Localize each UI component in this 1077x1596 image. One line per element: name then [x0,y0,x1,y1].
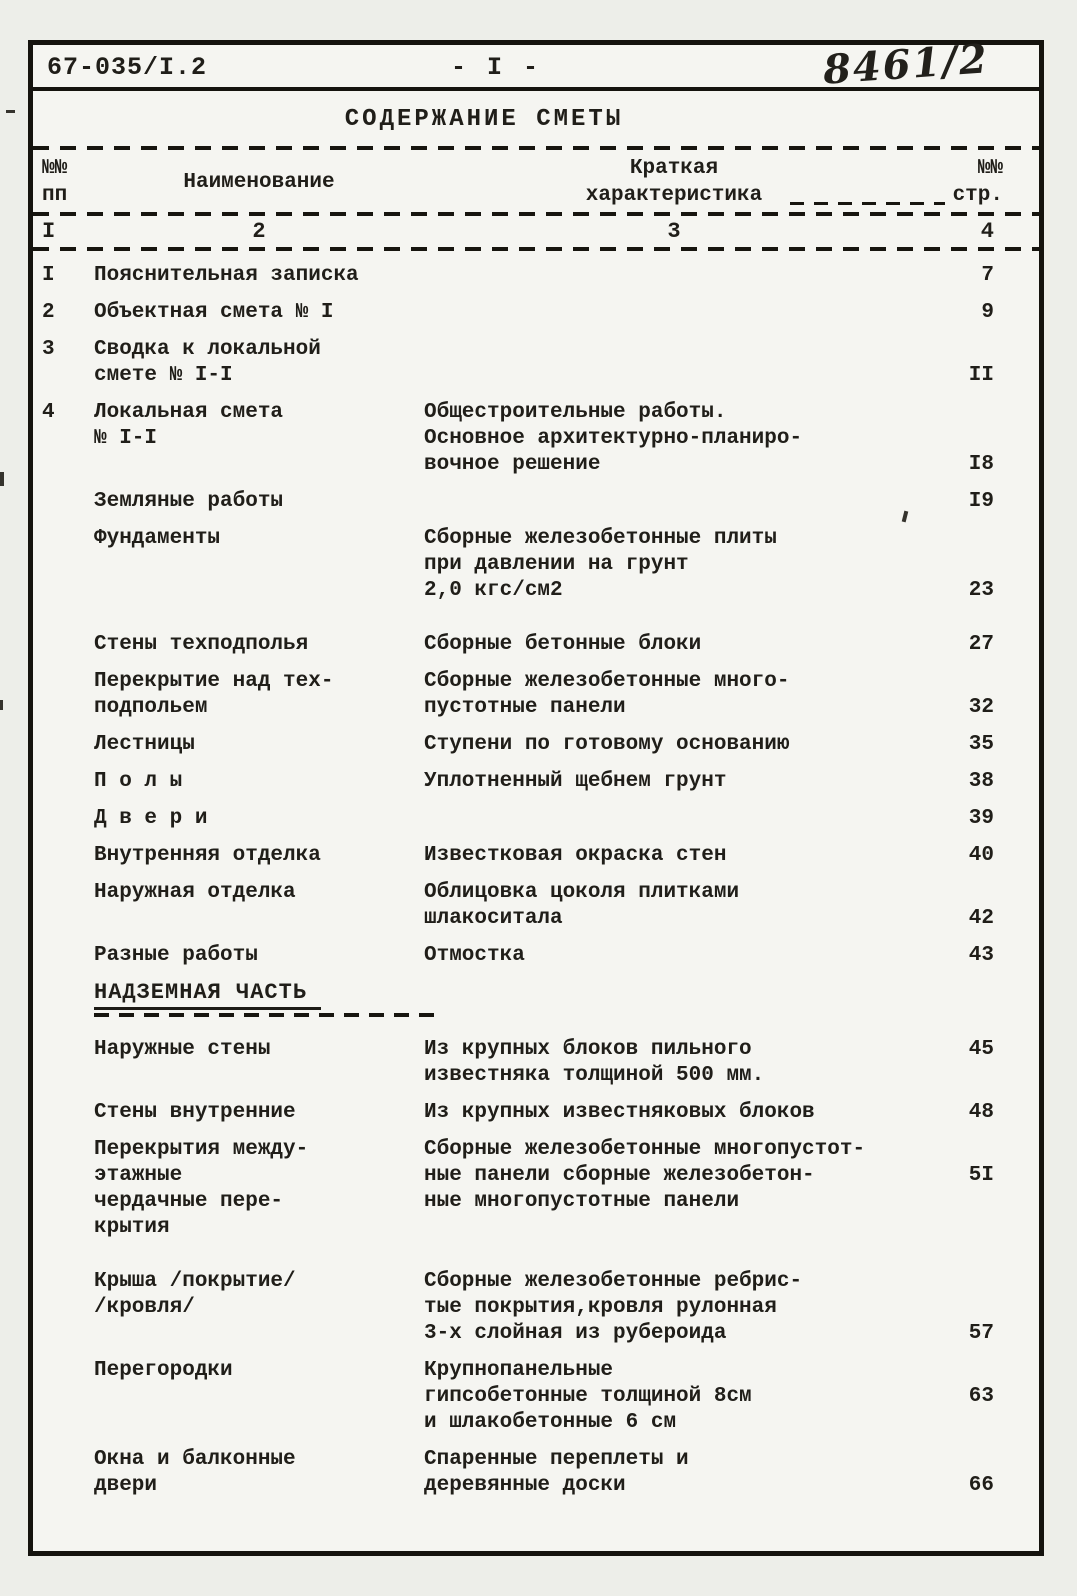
scan-speck [6,110,15,113]
table-row [33,943,1039,969]
document-title: СОДЕРЖАНИЕ СМЕТЫ [344,106,624,133]
dashed-separator [94,1013,439,1017]
row-page-number: 48 [968,1101,994,1124]
row-number [42,880,94,932]
row-description: Облицовка цоколя плитками шлакоситала [424,881,740,930]
row-name: Фундаменты [94,527,221,550]
row-number [42,669,94,721]
table-row [33,843,1039,869]
row-page-number: 9 [981,301,994,324]
column-number-4: 4 [980,219,994,244]
row-name: Д в е р и [94,807,208,830]
row-description: Ступени по готовому основанию [424,733,790,756]
row-description [424,263,924,289]
row-page-number: 40 [968,844,994,867]
row-description [424,300,924,326]
row-description: Спаренные переплеты и деревянные доски [424,1448,689,1497]
row-page-number: 39 [968,807,994,830]
row-page-number: 43 [968,944,994,967]
row-page-number: I8 [968,453,994,476]
table-header [33,150,1039,212]
column-number-2: 2 [252,219,266,244]
page-number-marker: - I - [451,53,542,82]
row-page-number: 32 [968,696,994,719]
row-name: Лестницы [94,733,195,756]
row-page-number: 45 [968,1038,994,1061]
header-col-page [924,155,1039,209]
table-row [33,526,1039,604]
row-number [42,806,94,832]
row-page-number: II [968,364,994,387]
header-col-desc-line1: Краткая [629,157,719,180]
row-name: Внутренняя отделка [94,844,321,867]
header-col-num-line2: пп [42,184,68,207]
header-band [33,35,1039,94]
header-col-desc-line2: характеристика [585,184,763,207]
row-description: Уплотненный щебнем грунт [424,770,727,793]
row-description: Сборные железобетонные много- пустотные панели [424,670,790,719]
table-row [33,880,1039,932]
row-description [424,806,924,832]
row-number [42,732,94,758]
row-name: Перекрытия между- этажные чердачные пере- крытия [94,1138,309,1239]
column-numbers-row [33,216,1039,247]
row-description: Из крупных известняковых блоков [424,1101,815,1124]
table-row [33,669,1039,721]
column-number-3: 3 [667,219,681,244]
table-row [33,632,1039,658]
row-name: Перегородки [94,1359,233,1382]
row-name: Стены техподполья [94,633,309,656]
table-row [33,263,1039,289]
header-col-num-line1: №№ [42,157,68,180]
row-page-number: 7 [981,264,994,287]
header-col-desc [424,155,924,209]
row-description: Сборные железобетонные плиты при давлении на грунт 2,0 кгс/см2 [424,527,777,602]
row-page-number: 27 [968,633,994,656]
row-name: П о л ы [94,770,183,793]
row-description: Из крупных блоков пильного известняка толщиной 500 мм. [424,1038,765,1087]
row-name: Наружные стены [94,1038,271,1061]
scan-speck [0,700,3,710]
section-heading-label: НАДЗЕМНАЯ ЧАСТЬ [94,980,321,1010]
row-description: Общестроительные работы. Основное архитектурно-планиро- вочное решение [424,401,803,476]
table-row [33,1447,1039,1499]
table-row [33,1358,1039,1436]
table-row [33,1269,1039,1347]
header-col-page-line1: №№ [977,157,1003,180]
row-number [42,526,94,604]
row-number [42,1269,94,1347]
table-row [33,1100,1039,1126]
row-number [42,1447,94,1499]
row-page-number: 63 [968,1385,994,1408]
row-number [42,1358,94,1436]
row-number [42,843,94,869]
table-row [33,337,1039,389]
table-row [33,1137,1039,1241]
row-name: Локальная смета № I-I [94,401,284,450]
row-page-number: 38 [968,770,994,793]
table-row [33,489,1039,515]
row-name: Перекрытие над тех- подпольем [94,670,334,719]
header-col-num [42,155,94,209]
row-name: Стены внутренние [94,1101,296,1124]
row-number: I [42,264,55,287]
row-number [42,1137,94,1241]
table-row [33,732,1039,758]
section-heading [94,980,1039,1017]
row-name: Пояснительная записка [94,264,359,287]
row-name: Разные работы [94,944,258,967]
table-row [33,300,1039,326]
row-name: Объектная смета № I [94,301,334,324]
row-number: 4 [42,401,55,424]
table-row [33,1037,1039,1089]
row-page-number: 23 [968,579,994,602]
scan-speck [0,472,4,486]
row-page-number: I9 [968,490,994,513]
row-name: Сводка к локальной смете № I-I [94,338,321,387]
row-name: Земляные работы [94,490,284,513]
row-description: Сборные железобетонные ребрис- тые покрытия,кровля рулонная 3-х слойная из рубероида [424,1270,803,1345]
table-row [33,806,1039,832]
header-col-name: Наименование [183,170,335,194]
row-number: 2 [42,301,55,324]
table-row [33,400,1039,478]
row-number [42,943,94,969]
handwritten-stamp-number: 8461/2 [821,35,991,94]
row-name: Окна и балконные двери [94,1448,296,1497]
row-name: Крыша /покрытие/ /кровля/ [94,1270,296,1319]
row-page-number: 5I [968,1164,994,1187]
row-page-number: 42 [968,907,994,930]
row-description: Сборные железобетонные многопустот- ные панели сборные железобетон- ные многопустотные панели [424,1138,866,1213]
row-number [42,769,94,795]
row-description [424,489,924,515]
row-number [42,1100,94,1126]
row-description: Известковая окраска стен [424,844,727,867]
row-page-number: 35 [968,733,994,756]
row-page-number: 66 [968,1474,994,1497]
rows [33,251,1039,1499]
row-description: Сборные бетонные блоки [424,633,702,656]
row-page-number: 57 [968,1322,994,1345]
dashed-separator [790,202,945,205]
header-col-page-line2: стр. [952,184,1003,207]
row-number [42,489,94,515]
row-description [424,337,924,389]
row-name: Наружная отделка [94,881,296,904]
row-number [42,1037,94,1089]
document-frame [28,35,1044,1556]
row-description: Отмостка [424,944,525,967]
column-number-1: I [42,219,56,244]
row-number [42,632,94,658]
row-number: 3 [42,338,55,361]
document-code: 67-035/I.2 [47,53,208,82]
table-row [33,769,1039,795]
row-description: Крупнопанельные гипсобетонные толщиной 8см и шлакобетонные 6 см [424,1359,752,1434]
